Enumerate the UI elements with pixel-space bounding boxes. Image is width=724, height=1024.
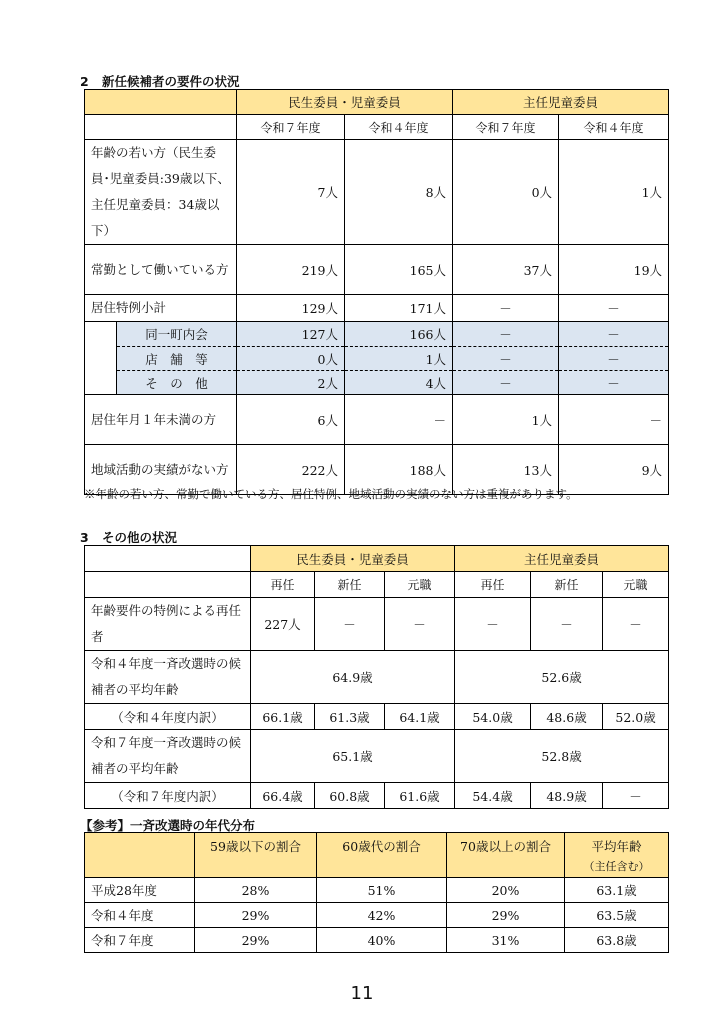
row-label: 同一町内会	[117, 322, 237, 347]
table-row	[85, 598, 669, 651]
cell-value: －	[603, 783, 669, 809]
section2-subhead-blank	[85, 115, 237, 140]
section3-subhead-blank	[85, 572, 251, 598]
section3-subheader: 再任	[251, 572, 315, 598]
cell-value: 9人	[559, 445, 669, 495]
row-label: 居住特例小計	[85, 295, 237, 322]
cell-value: 1人	[453, 395, 559, 445]
section2-heading	[80, 72, 240, 90]
cell-value: 188人	[345, 445, 453, 495]
section3-corner	[85, 546, 251, 572]
cell-value: 61.3歳	[315, 704, 385, 730]
reference-corner	[85, 833, 195, 878]
row-label: 居住年月１年未満の方	[85, 395, 237, 445]
cell-value: 40%	[317, 928, 447, 953]
cell-value: 42%	[317, 903, 447, 928]
section3-subheader: 新任	[315, 572, 385, 598]
cell-value: 52.6歳	[455, 651, 669, 704]
cell-value: 31%	[447, 928, 565, 953]
cell-value: 60.8歳	[315, 783, 385, 809]
table-row	[85, 140, 669, 245]
cell-value: 219人	[237, 245, 345, 295]
cell-value: －	[603, 598, 669, 651]
cell-value: －	[559, 371, 669, 395]
reference-heading: 【参考】一斉改選時の年代分布	[80, 818, 256, 833]
cell-value: 1人	[345, 347, 453, 371]
row-label: 令和７年度一斉改選時の候補者の平均年齢	[85, 730, 251, 783]
cell-value: －	[531, 598, 603, 651]
cell-value: 165人	[345, 245, 453, 295]
cell-value: 51%	[317, 878, 447, 903]
table-row	[85, 878, 669, 903]
table-row	[85, 928, 669, 953]
cell-value: 52.8歳	[455, 730, 669, 783]
section2-group-minsei: 民生委員・児童委員	[237, 90, 453, 115]
table-row	[85, 245, 669, 295]
table-row	[85, 903, 669, 928]
page-number: 11	[350, 983, 374, 1004]
row-label: （令和７年度内訳）	[85, 783, 251, 809]
cell-value: 0人	[237, 347, 345, 371]
section3-subheader: 再任	[455, 572, 531, 598]
table-row	[85, 295, 669, 322]
section3-number: 3	[80, 530, 89, 545]
cell-value: －	[559, 322, 669, 347]
reference-header-note: （主任含む）	[583, 860, 650, 873]
cell-value: 8人	[345, 140, 453, 245]
cell-value: 28%	[195, 878, 317, 903]
table-row	[85, 730, 669, 783]
cell-value: 29%	[195, 928, 317, 953]
row-label: 年齢要件の特例による再任者	[85, 598, 251, 651]
cell-value: －	[453, 295, 559, 322]
cell-value: 171人	[345, 295, 453, 322]
table-row	[85, 347, 669, 371]
cell-value: 61.6歳	[385, 783, 455, 809]
cell-value: 29%	[195, 903, 317, 928]
cell-value: －	[453, 371, 559, 395]
cell-value: 52.0歳	[603, 704, 669, 730]
cell-value: 127人	[237, 322, 345, 347]
table-row	[85, 704, 669, 730]
row-label: 平成28年度	[85, 878, 195, 903]
row-label: （令和４年度内訳）	[85, 704, 251, 730]
section3-subheader: 元職	[603, 572, 669, 598]
section3-group-minsei: 民生委員・児童委員	[251, 546, 455, 572]
section2-year-header: 令和４年度	[345, 115, 453, 140]
cell-value: 63.5歳	[565, 903, 669, 928]
section3-subheader: 元職	[385, 572, 455, 598]
section2-number: 2	[80, 74, 89, 89]
row-label: 常勤として働いている方	[85, 245, 237, 295]
cell-value: 129人	[237, 295, 345, 322]
reference-header: 59歳以下の割合	[195, 833, 317, 878]
section2-year-header: 令和４年度	[559, 115, 669, 140]
row-label: 店 舗 等	[117, 347, 237, 371]
row-label: 地域活動の実績がない方	[85, 445, 237, 495]
cell-value: 66.4歳	[251, 783, 315, 809]
cell-value: 222人	[237, 445, 345, 495]
section2-year-header: 令和７年度	[237, 115, 345, 140]
section3-heading	[80, 528, 177, 546]
cell-value: 64.1歳	[385, 704, 455, 730]
section2-title: 新任候補者の要件の状況	[102, 74, 240, 89]
row-label: 令和４年度	[85, 903, 195, 928]
section2-group-shunin: 主任児童委員	[453, 90, 669, 115]
cell-value: 65.1歳	[251, 730, 455, 783]
section2-year-header: 令和７年度	[453, 115, 559, 140]
cell-value: －	[453, 347, 559, 371]
section2-table	[84, 89, 669, 495]
cell-value: 63.1歳	[565, 878, 669, 903]
cell-value: －	[453, 322, 559, 347]
table-row	[85, 651, 669, 704]
cell-value: 2人	[237, 371, 345, 395]
row-label: 令和４年度一斉改選時の候補者の平均年齢	[85, 651, 251, 704]
row-label: そ の 他	[117, 371, 237, 395]
cell-value: 64.9歳	[251, 651, 455, 704]
section3-table	[84, 545, 669, 809]
indent-cell	[85, 322, 117, 395]
cell-value: 66.1歳	[251, 704, 315, 730]
cell-value: 54.0歳	[455, 704, 531, 730]
cell-value: 48.6歳	[531, 704, 603, 730]
cell-value: 0人	[453, 140, 559, 245]
table-row	[85, 371, 669, 395]
reference-table	[84, 832, 669, 953]
cell-value: －	[559, 295, 669, 322]
row-label: 令和７年度	[85, 928, 195, 953]
reference-header: 平均年齢	[591, 839, 642, 854]
cell-value: 7人	[237, 140, 345, 245]
section2-corner	[85, 90, 237, 115]
cell-value: 54.4歳	[455, 783, 531, 809]
cell-value: 20%	[447, 878, 565, 903]
cell-value: 166人	[345, 322, 453, 347]
table-row	[85, 395, 669, 445]
section3-title: その他の状況	[102, 530, 178, 545]
cell-value: 227人	[251, 598, 315, 651]
cell-value: 13人	[453, 445, 559, 495]
cell-value: 4人	[345, 371, 453, 395]
cell-value: 19人	[559, 245, 669, 295]
row-label: 年齢の若い方（民生委員･児童委員:39歳以下、主任児童委員：34歳以下）	[85, 140, 237, 245]
cell-value: －	[345, 395, 453, 445]
cell-value: 1人	[559, 140, 669, 245]
cell-value: －	[455, 598, 531, 651]
section3-group-shunin: 主任児童委員	[455, 546, 669, 572]
reference-header: 70歳以上の割合	[447, 833, 565, 878]
reference-header: 60歳代の割合	[317, 833, 447, 878]
cell-value: 29%	[447, 903, 565, 928]
cell-value: －	[385, 598, 455, 651]
table-row	[85, 783, 669, 809]
reference-header-average	[565, 833, 669, 878]
cell-value: 6人	[237, 395, 345, 445]
cell-value: －	[315, 598, 385, 651]
cell-value: 37人	[453, 245, 559, 295]
cell-value: －	[559, 395, 669, 445]
section2-note: ※年齢の若い方、常勤で働いている方、居住特例、地域活動の実績のない方は重複があります。	[84, 487, 578, 501]
table-row	[85, 322, 669, 347]
section3-subheader: 新任	[531, 572, 603, 598]
cell-value: 48.9歳	[531, 783, 603, 809]
cell-value: 63.8歳	[565, 928, 669, 953]
cell-value: －	[559, 347, 669, 371]
